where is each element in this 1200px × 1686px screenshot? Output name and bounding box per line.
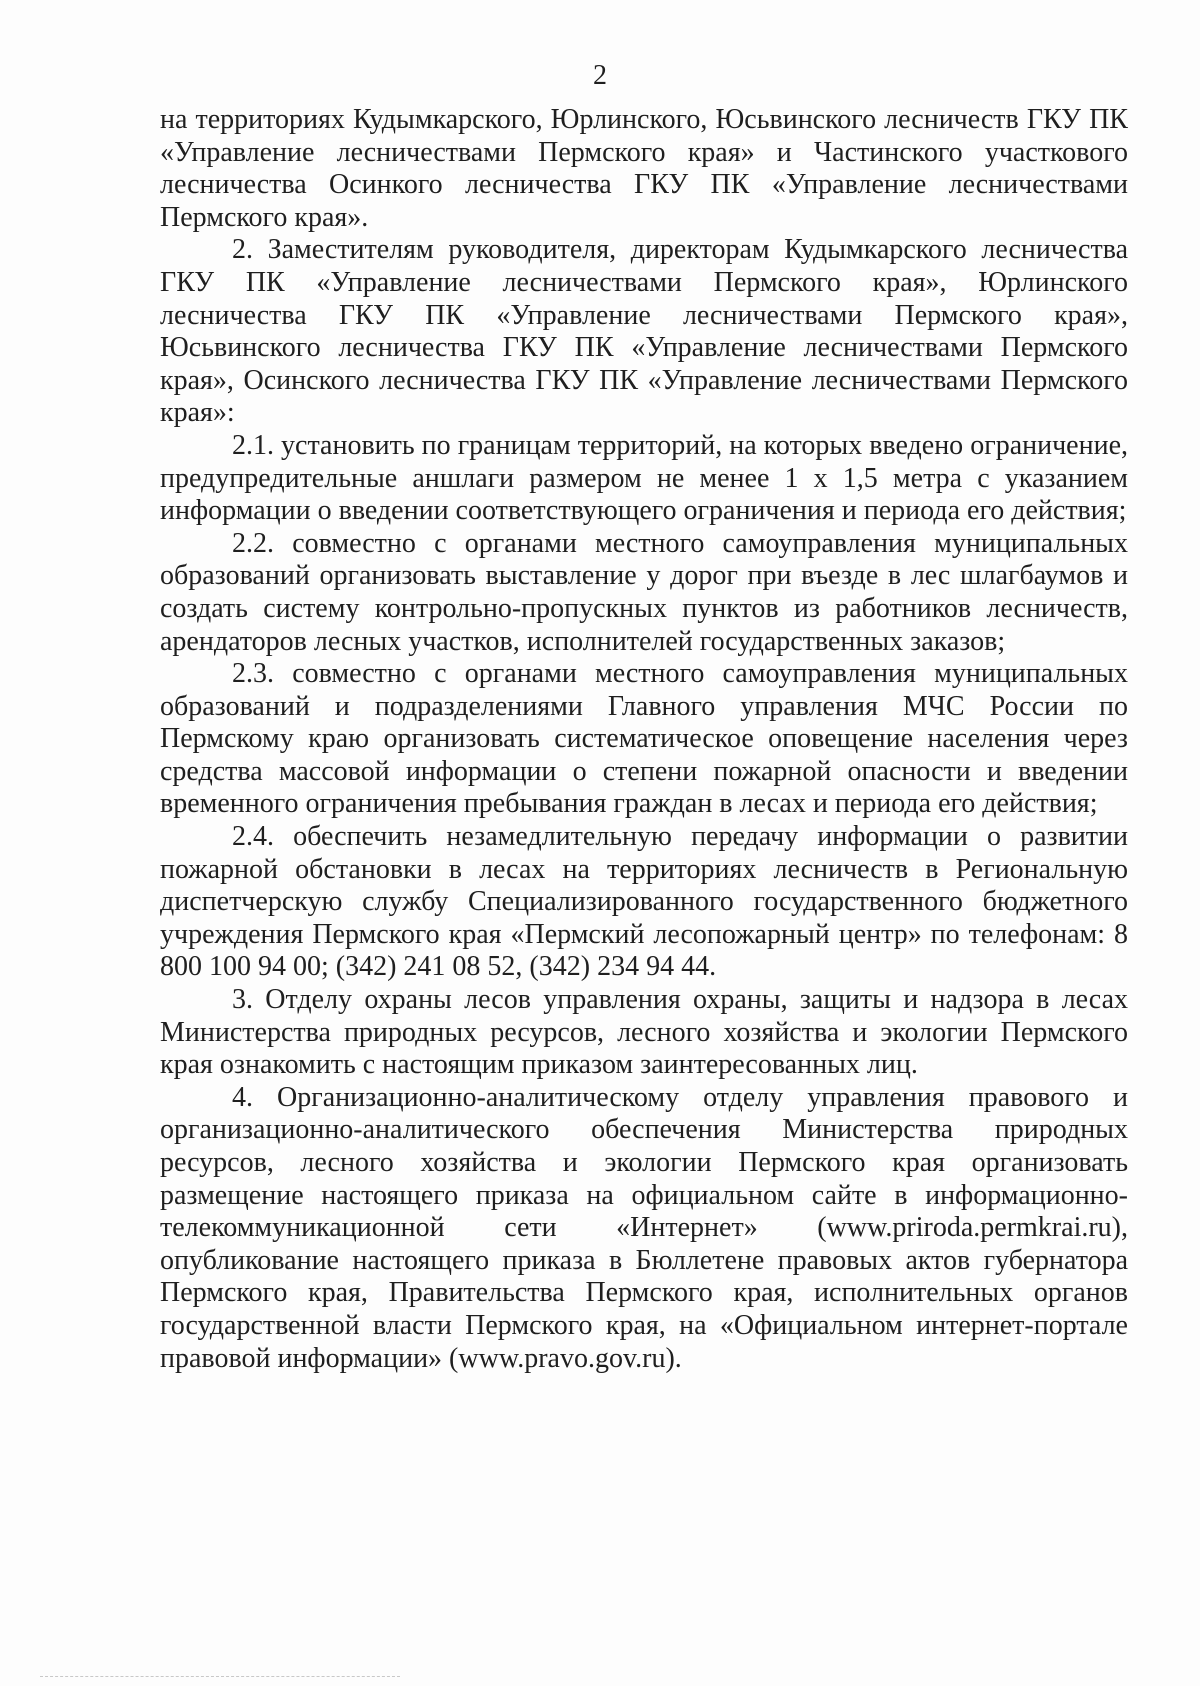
- paragraph-item-2: 2. Заместителям руководителя, директорам Кудымкарского лесничества ГКУ ПК «Управление лесничествами Пермского края», Юрлинского лесничества ГКУ ПК «Управление лесничествами Пермского края», Юсьвинского лесничества ГКУ ПК «Управление лесничествами Пермского края», Осинского лесничества ГКУ ПК «Управление лесничествами Пермского края»:: [160, 234, 1128, 429]
- paragraph-item-2-1: 2.1. установить по границам территорий, на которых введено ограничение, предупредительные аншлаги размером не менее 1 х 1,5 метра с указанием информации о введении соответствующего ограничения и периода его действия;: [160, 429, 1128, 527]
- page-number: 2: [593, 60, 607, 91]
- scan-footer-line: [40, 1676, 400, 1677]
- paragraph-item-4: 4. Организационно-аналитическому отделу управления правового и организационно-аналитического обеспечения Министерства природных ресурсов, лесного хозяйства и экологии Пермского края организовать размещение настоящего приказа на официальном сайте в информационно-телекоммуникационной сети «Интернет» (www.priroda.permkrai.ru), опубликование настоящего приказа в Бюллетене правовых актов губернатора Пермского края, Правительства Пермского края, исполнительных органов государственной власти Пермского края, на «Официальном интернет-портале правовой информации» (www.pravo.gov.ru).: [160, 1081, 1128, 1374]
- paragraph-item-2-4: 2.4. обеспечить незамедлительную передачу информации о развитии пожарной обстановки в лесах на территориях лесничеств в Региональную диспетчерскую службу Специализированного государственного бюджетного учреждения Пермского края «Пермский лесопожарный центр» по телефонам: 8 800 100 94 00; (342) 241 08 52, (342) 234 94 44.: [160, 821, 1128, 983]
- paragraph-item-2-3: 2.3. совместно с органами местного самоуправления муниципальных образований и подразделениями Главного управления МЧС России по Пермскому краю организовать систематическое оповещение населения через средства массовой информации о степени пожарной опасности и введении временного ограничения пребывания граждан в лесах и периода его действия;: [160, 658, 1128, 820]
- document-body: [160, 104, 1128, 1375]
- paragraph-item-2-2: 2.2. совместно с органами местного самоуправления муниципальных образований организовать выставление у дорог при въезде в лес шлагбаумов и создать систему контрольно-пропускных пунктов из работников лесничеств, арендаторов лесных участков, исполнителей государственных заказов;: [160, 527, 1128, 657]
- paragraph-continuation: на территориях Кудымкарского, Юрлинского, Юсьвинского лесничеств ГКУ ПК «Управление лесничествами Пермского края» и Частинского участкового лесничества Осинкого лесничества ГКУ ПК «Управление лесничествами Пермского края».: [160, 104, 1128, 233]
- paragraph-item-3: 3. Отделу охраны лесов управления охраны, защиты и надзора в лесах Министерства природных ресурсов, лесного хозяйства и экологии Пермского края ознакомить с настоящим приказом заинтересованных лиц.: [160, 984, 1128, 1081]
